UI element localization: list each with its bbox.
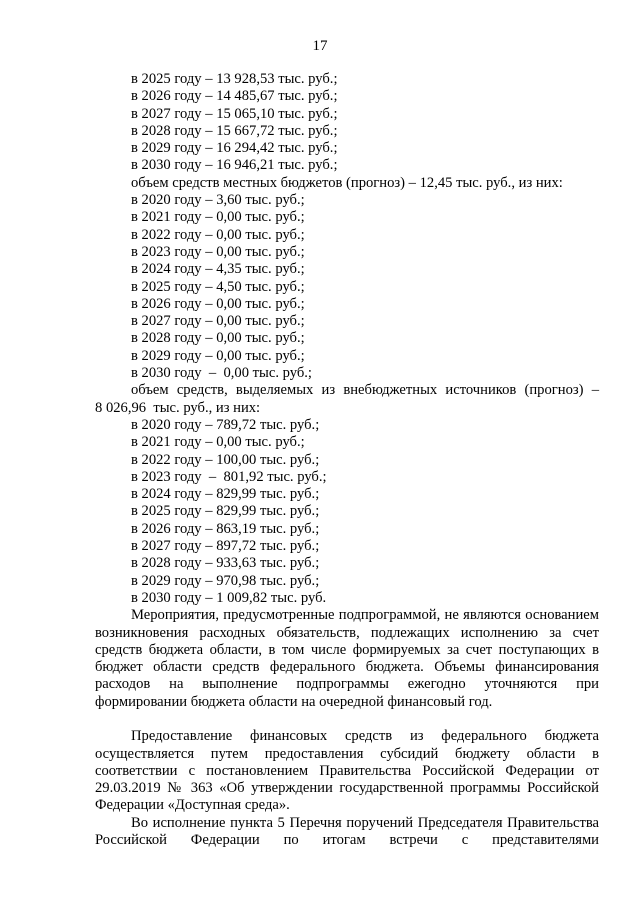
- extrabudget-header-line2: 8 026,96 тыс. руб., из них:: [95, 399, 261, 416]
- budget-year-line: в 2024 году – 4,35 тыс. руб.;: [131, 261, 305, 278]
- budget-year-line: в 2029 году – 16 294,42 тыс. руб.;: [131, 140, 338, 157]
- page-number: 17: [312, 38, 328, 54]
- budget-year-line: в 2029 году – 0,00 тыс. руб.;: [131, 347, 305, 364]
- budget-year-line: в 2024 году – 829,99 тыс. руб.;: [131, 486, 320, 503]
- budget-year-line: в 2023 году – 0,00 тыс. руб.;: [131, 243, 305, 260]
- budget-year-line: в 2030 году – 0,00 тыс. руб.;: [131, 365, 312, 382]
- budget-year-line: в 2025 году – 829,99 тыс. руб.;: [131, 503, 320, 520]
- budget-year-line: в 2027 году – 0,00 тыс. руб.;: [131, 313, 305, 330]
- budget-year-line: в 2022 году – 0,00 тыс. руб.;: [131, 226, 305, 243]
- budget-year-line: в 2020 году – 3,60 тыс. руб.;: [131, 192, 305, 209]
- budget-year-line: в 2026 году – 863,19 тыс. руб.;: [131, 520, 320, 537]
- execution-paragraph: Во исполнение пункта 5 Перечня поручений Председателя Правительства Российской Федерации по итогам встречи с представителями: [95, 814, 599, 849]
- budget-lines-local: [95, 192, 599, 382]
- budget-year-line: в 2028 году – 933,63 тыс. руб.;: [131, 555, 320, 572]
- budget-year-line: в 2029 году – 970,98 тыс. руб.;: [131, 572, 320, 589]
- budget-year-line: в 2026 году – 0,00 тыс. руб.;: [131, 295, 305, 312]
- budget-year-line: в 2028 году – 15 667,72 тыс. руб.;: [131, 122, 338, 139]
- budget-year-line: в 2022 году – 100,00 тыс. руб.;: [131, 451, 320, 468]
- budget-year-line: в 2030 году – 1 009,82 тыс. руб.: [131, 589, 327, 606]
- document-body: [95, 71, 599, 849]
- budget-year-line: в 2028 году – 0,00 тыс. руб.;: [131, 330, 305, 347]
- measures-paragraph: Мероприятия, предусмотренные подпрограммой, не являются основанием возникновения расходных обязательств, подлежащих исполнению за счет средств бюджета области, в том числе формируемых за счет поступающих в бюджет области средств федерального бюджета. Объемы финансирования расходов на выполнение подпрограммы ежегодно уточняются при формировании бюджета области на очередной финансовый год.: [95, 607, 599, 710]
- budget-year-line: в 2023 году – 801,92 тыс. руб.;: [131, 468, 327, 485]
- budget-lines-regional: [95, 71, 599, 175]
- budget-year-line: в 2026 году – 14 485,67 тыс. руб.;: [131, 88, 338, 105]
- budget-year-line: в 2025 году – 13 928,53 тыс. руб.;: [131, 71, 338, 87]
- local-budget-header: объем средств местных бюджетов (прогноз) – 12,45 тыс. руб., из них:: [131, 174, 563, 191]
- budget-year-line: в 2030 году – 16 946,21 тыс. руб.;: [131, 157, 338, 174]
- budget-lines-extrabudget: [95, 417, 599, 607]
- budget-year-line: в 2021 году – 0,00 тыс. руб.;: [131, 209, 305, 226]
- budget-year-line: в 2020 году – 789,72 тыс. руб.;: [131, 416, 320, 433]
- budget-year-line: в 2025 году – 4,50 тыс. руб.;: [131, 278, 305, 295]
- budget-year-line: в 2021 году – 0,00 тыс. руб.;: [131, 434, 305, 451]
- budget-year-line: в 2027 году – 15 065,10 тыс. руб.;: [131, 105, 338, 122]
- extrabudget-header-line1: объем средств, выделяемых из внебюджетных источников (прогноз) –: [131, 382, 599, 399]
- budget-year-line: в 2027 году – 897,72 тыс. руб.;: [131, 538, 320, 555]
- federal-funds-paragraph: Предоставление финансовых средств из федерального бюджета осуществляется путем предоставления субсидий бюджету области в соответствии с постановлением Правительства Российской Федерации от 29.03.2019 № 363 «Об утверждении государственной программы Российской Федерации «Доступная среда».: [95, 728, 599, 814]
